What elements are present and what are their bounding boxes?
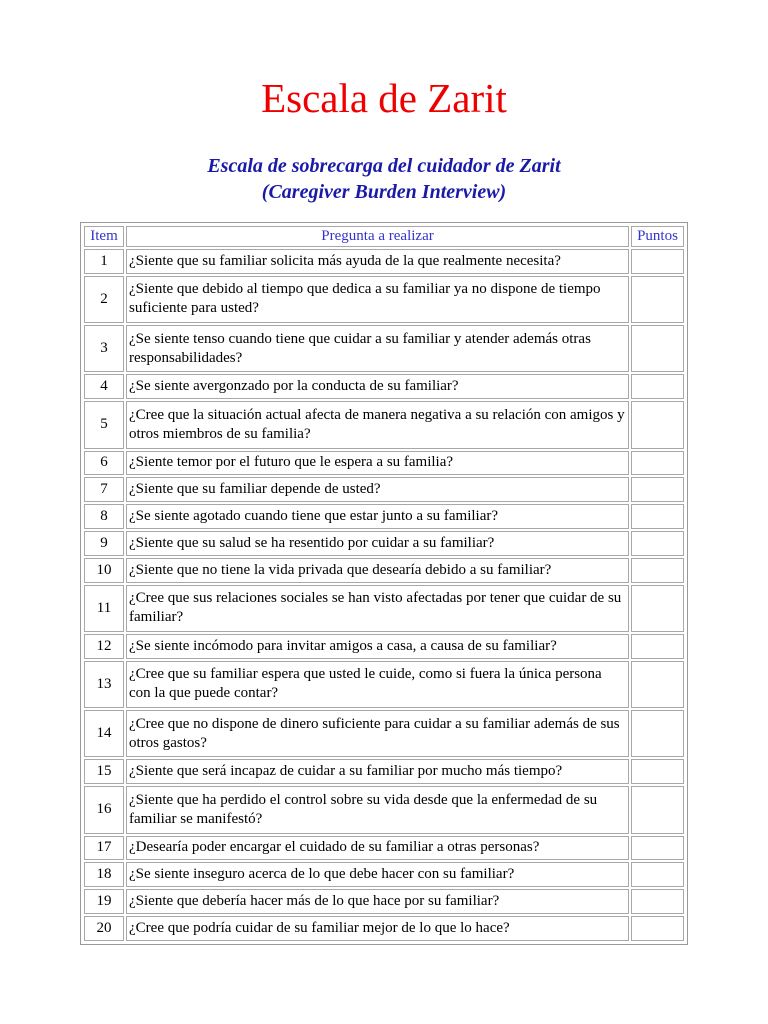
table-row [84,759,684,784]
table-row [84,710,684,757]
subtitle [0,153,768,205]
table-row [84,249,684,274]
points-cell[interactable] [631,634,684,659]
item-number: 20 [84,916,124,941]
table-header-row [84,226,684,247]
table-row [84,451,684,476]
page-title: Escala de Zarit [261,75,507,121]
points-cell[interactable] [631,786,684,833]
points-cell[interactable] [631,916,684,941]
question-text: ¿Se siente tenso cuando tiene que cuidar a su familiar y atender además otras responsabilidades? [126,325,629,372]
question-text: ¿Cree que sus relaciones sociales se han visto afectadas por tener que cuidar de su familiar? [126,585,629,632]
item-number: 16 [84,786,124,833]
question-text: ¿Siente que su familiar depende de usted? [126,477,629,502]
item-number: 10 [84,558,124,583]
points-cell[interactable] [631,249,684,274]
questionnaire-table [82,224,686,943]
questionnaire-table-frame [80,222,688,945]
table-row [84,558,684,583]
table-row [84,889,684,914]
question-text: ¿Siente que será incapaz de cuidar a su familiar por mucho más tiempo? [126,759,629,784]
table-row [84,477,684,502]
points-cell[interactable] [631,374,684,399]
item-number: 13 [84,661,124,708]
item-number: 6 [84,451,124,476]
table-row [84,374,684,399]
question-text: ¿Se siente agotado cuando tiene que estar junto a su familiar? [126,504,629,529]
item-number: 18 [84,862,124,887]
table-row [84,634,684,659]
question-text: ¿Cree que no dispone de dinero suficiente para cuidar a su familiar además de sus otros gastos? [126,710,629,757]
question-text: ¿Se siente incómodo para invitar amigos a casa, a causa de su familiar? [126,634,629,659]
item-number: 17 [84,836,124,861]
item-number: 19 [84,889,124,914]
table-body [84,249,684,941]
question-text: ¿Cree que la situación actual afecta de manera negativa a su relación con amigos y otros miembros de su familia? [126,401,629,448]
points-cell[interactable] [631,759,684,784]
table-row [84,585,684,632]
table-row [84,531,684,556]
item-number: 12 [84,634,124,659]
item-number: 1 [84,249,124,274]
table-row [84,836,684,861]
table-row [84,916,684,941]
question-text: ¿Se siente inseguro acerca de lo que debe hacer con su familiar? [126,862,629,887]
question-text: ¿Cree que podría cuidar de su familiar mejor de lo que lo hace? [126,916,629,941]
points-cell[interactable] [631,401,684,448]
question-text: ¿Siente que su familiar solicita más ayuda de la que realmente necesita? [126,249,629,274]
question-text: ¿Se siente avergonzado por la conducta de su familiar? [126,374,629,399]
question-text: ¿Siente que debería hacer más de lo que hace por su familiar? [126,889,629,914]
item-number: 5 [84,401,124,448]
table-row [84,786,684,833]
item-number: 8 [84,504,124,529]
points-cell[interactable] [631,836,684,861]
points-cell[interactable] [631,451,684,476]
points-cell[interactable] [631,276,684,323]
points-cell[interactable] [631,862,684,887]
table-row [84,504,684,529]
points-cell[interactable] [631,504,684,529]
item-number: 14 [84,710,124,757]
item-number: 3 [84,325,124,372]
item-number: 7 [84,477,124,502]
header-question: Pregunta a realizar [126,226,629,247]
item-number: 11 [84,585,124,632]
points-cell[interactable] [631,710,684,757]
item-number: 2 [84,276,124,323]
subtitle-line-2: (Caregiver Burden Interview) [261,181,507,203]
header-item: Item [84,226,124,247]
points-cell[interactable] [631,661,684,708]
header-points: Puntos [631,226,684,247]
points-cell[interactable] [631,585,684,632]
question-text: ¿Siente temor por el futuro que le espera a su familia? [126,451,629,476]
question-text: ¿Siente que su salud se ha resentido por cuidar a su familiar? [126,531,629,556]
question-text: ¿Siente que ha perdido el control sobre su vida desde que la enfermedad de su familiar se manifestó? [126,786,629,833]
item-number: 4 [84,374,124,399]
points-cell[interactable] [631,531,684,556]
question-text: ¿Siente que no tiene la vida privada que desearía debido a su familiar? [126,558,629,583]
points-cell[interactable] [631,558,684,583]
subtitle-line-1: Escala de sobrecarga del cuidador de Zarit [207,155,561,177]
points-cell[interactable] [631,325,684,372]
question-text: ¿Siente que debido al tiempo que dedica a su familiar ya no dispone de tiempo suficiente para usted? [126,276,629,323]
question-text: ¿Desearía poder encargar el cuidado de su familiar a otras personas? [126,836,629,861]
points-cell[interactable] [631,477,684,502]
item-number: 9 [84,531,124,556]
points-cell[interactable] [631,889,684,914]
table-row [84,401,684,448]
table-row [84,276,684,323]
question-text: ¿Cree que su familiar espera que usted le cuide, como si fuera la única persona con la que puede contar? [126,661,629,708]
table-row [84,661,684,708]
table-row [84,862,684,887]
table-row [84,325,684,372]
item-number: 15 [84,759,124,784]
